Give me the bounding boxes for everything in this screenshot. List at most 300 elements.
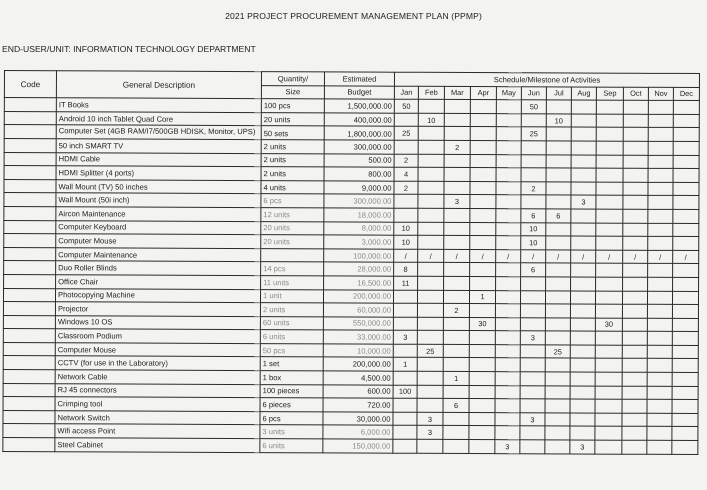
- month-cell-jun: /: [521, 249, 546, 263]
- month-cell-jan: /: [394, 249, 418, 263]
- month-cell-jan: [393, 398, 417, 412]
- month-cell-jan: [393, 317, 417, 331]
- month-cell-jul: [546, 127, 571, 141]
- month-cell-may: [495, 399, 520, 413]
- month-cell-aug: [571, 236, 596, 250]
- code-cell: [4, 206, 56, 220]
- description-cell: Wall Mount (TV) 50 inches: [56, 179, 261, 193]
- month-cell-may: [496, 127, 521, 141]
- month-cell-feb: [417, 290, 443, 304]
- month-cell-sep: [596, 277, 623, 291]
- month-cell-jul: /: [546, 250, 571, 264]
- description-cell: Computer Mouse: [56, 234, 261, 248]
- month-cell-feb: [418, 276, 444, 290]
- month-cell-mar: [444, 100, 470, 114]
- month-cell-mar: 6: [443, 399, 469, 413]
- month-cell-jun: [520, 304, 545, 318]
- month-cell-may: [496, 236, 521, 250]
- month-cell-sep: [595, 427, 622, 441]
- month-cell-mar: 2: [444, 140, 470, 154]
- month-cell-jun: 10: [521, 222, 546, 236]
- month-cell-jul: [545, 304, 570, 318]
- month-cell-dec: [672, 400, 698, 414]
- month-cell-dec: [673, 155, 699, 169]
- budget-cell: 33,000.00: [323, 330, 393, 344]
- quantity-cell: 20 units: [261, 235, 324, 249]
- code-cell: [4, 247, 56, 261]
- month-header-jan: Jan: [394, 86, 418, 100]
- code-cell: [3, 410, 55, 424]
- month-cell-oct: [623, 155, 648, 169]
- month-cell-nov: [647, 345, 672, 359]
- budget-header: Estimated: [324, 72, 394, 86]
- budget-cell: 720.00: [323, 398, 393, 412]
- month-cell-jun: [520, 345, 545, 359]
- description-cell: Computer Set (4GB RAM/I7/500GB HDISK, Monitor, UPS): [56, 125, 261, 139]
- table-body: [3, 98, 700, 454]
- code-header: Code: [4, 71, 56, 98]
- month-cell-aug: [570, 304, 595, 318]
- month-cell-apr: [469, 440, 495, 454]
- month-cell-apr: [469, 385, 495, 399]
- month-cell-sep: [596, 141, 623, 155]
- month-cell-may: [495, 345, 520, 359]
- description-cell: Android 10 inch Tablet Quad Core: [56, 112, 261, 126]
- budget-cell: 100,000.00: [324, 249, 394, 263]
- month-cell-dec: [673, 169, 699, 183]
- month-cell-oct: [623, 223, 648, 237]
- month-cell-apr: [469, 412, 495, 426]
- month-cell-may: [495, 317, 520, 331]
- month-cell-dec: [673, 196, 699, 210]
- month-cell-aug: [570, 358, 595, 372]
- code-cell: [3, 383, 55, 397]
- month-cell-jun: 6: [521, 209, 546, 223]
- month-header-mar: Mar: [444, 86, 470, 100]
- month-cell-sep: [596, 223, 623, 237]
- budget-cell: 18,000.00: [324, 208, 394, 222]
- month-cell-dec: [672, 427, 698, 441]
- month-cell-dec: [673, 182, 699, 196]
- month-cell-feb: [417, 399, 443, 413]
- month-cell-sep: [596, 100, 623, 114]
- code-cell: [3, 424, 55, 438]
- month-cell-apr: [469, 372, 495, 386]
- month-cell-feb: 10: [418, 113, 444, 127]
- month-cell-nov: [648, 168, 673, 182]
- month-cell-jun: [520, 372, 545, 386]
- month-cell-mar: [443, 331, 469, 345]
- month-cell-mar: [444, 236, 470, 250]
- budget-cell: 16,500.00: [324, 276, 394, 290]
- quantity-cell: 6 pcs: [261, 194, 324, 208]
- month-cell-jun: [521, 114, 546, 128]
- month-cell-mar: [444, 168, 470, 182]
- month-cell-jul: [545, 413, 570, 427]
- month-cell-aug: [571, 100, 596, 114]
- month-cell-feb: [418, 127, 444, 141]
- budget-cell: 400,000.00: [324, 113, 394, 127]
- month-cell-may: [496, 195, 521, 209]
- month-cell-apr: [469, 426, 495, 440]
- code-cell: [3, 342, 55, 356]
- month-cell-oct: [622, 440, 647, 454]
- description-cell: Network Cable: [55, 370, 260, 384]
- month-cell-jan: [394, 195, 418, 209]
- code-cell: [4, 111, 56, 125]
- month-cell-apr: [469, 304, 495, 318]
- month-cell-jun: [520, 440, 545, 454]
- month-cell-jul: [545, 399, 570, 413]
- month-cell-sep: [596, 114, 623, 128]
- quantity-cell: 14 pcs: [261, 262, 324, 276]
- month-cell-oct: [622, 318, 647, 332]
- month-cell-oct: [623, 114, 648, 128]
- month-cell-feb: 25: [417, 344, 443, 358]
- month-cell-oct: [623, 100, 648, 114]
- month-cell-nov: [648, 100, 673, 114]
- month-cell-aug: [571, 127, 596, 141]
- month-cell-aug: [570, 331, 595, 345]
- description-header: General Description: [56, 71, 261, 99]
- month-cell-jan: [393, 344, 417, 358]
- month-cell-may: [496, 181, 521, 195]
- month-cell-jan: [393, 439, 417, 453]
- month-cell-aug: 3: [570, 440, 595, 454]
- month-cell-may: [496, 168, 521, 182]
- month-cell-oct: [623, 128, 648, 142]
- month-cell-aug: [570, 426, 595, 440]
- month-cell-dec: [672, 413, 698, 427]
- month-cell-aug: [571, 155, 596, 169]
- code-cell: [4, 220, 56, 234]
- month-cell-oct: [622, 413, 647, 427]
- month-cell-may: [495, 412, 520, 426]
- code-cell: [4, 98, 56, 112]
- month-cell-apr: 30: [469, 317, 495, 331]
- month-cell-jan: [393, 412, 417, 426]
- month-cell-jun: [520, 399, 545, 413]
- description-cell: Photocopying Machine: [55, 288, 260, 302]
- code-cell: [4, 166, 56, 180]
- month-cell-apr: [469, 399, 495, 413]
- month-cell-dec: /: [673, 250, 699, 264]
- month-cell-sep: [596, 209, 623, 223]
- description-cell: Classroom Podium: [55, 329, 260, 343]
- month-cell-jul: [545, 358, 570, 372]
- budget-cell: 300,000.00: [324, 194, 394, 208]
- description-cell: IT Books: [56, 98, 261, 112]
- quantity-cell: 1 set: [260, 357, 323, 371]
- month-cell-jul: [546, 141, 571, 155]
- month-cell-jun: 2: [521, 182, 546, 196]
- month-cell-oct: [622, 291, 647, 305]
- month-cell-nov: [648, 223, 673, 237]
- month-cell-jun: 6: [521, 263, 546, 277]
- description-cell: Wifi access Point: [55, 424, 260, 438]
- month-cell-oct: [622, 427, 647, 441]
- month-cell-aug: [570, 372, 595, 386]
- quantity-cell: 100 pieces: [260, 384, 323, 398]
- month-cell-mar: [444, 222, 470, 236]
- description-cell: 50 inch SMART TV: [56, 139, 261, 153]
- description-cell: CCTV (for use in the Laboratory): [55, 356, 260, 370]
- month-cell-dec: [672, 440, 698, 454]
- month-cell-may: [496, 154, 521, 168]
- month-cell-dec: [673, 114, 699, 128]
- month-cell-sep: [596, 236, 623, 250]
- month-cell-feb: [418, 140, 444, 154]
- month-cell-oct: [622, 372, 647, 386]
- month-cell-oct: [623, 141, 648, 155]
- month-cell-oct: [623, 264, 648, 278]
- month-cell-may: [496, 209, 521, 223]
- code-cell: [3, 329, 55, 343]
- month-cell-dec: [673, 209, 699, 223]
- month-cell-nov: [647, 304, 672, 318]
- budget-cell: 10,000.00: [323, 344, 393, 358]
- month-cell-mar: [444, 181, 470, 195]
- month-cell-jun: [521, 141, 546, 155]
- month-cell-apr: 1: [469, 290, 495, 304]
- month-cell-may: [495, 358, 520, 372]
- month-cell-dec: [672, 291, 698, 305]
- description-cell: Windows 10 OS: [55, 315, 260, 329]
- month-cell-feb: 3: [417, 412, 443, 426]
- month-cell-jan: [393, 426, 417, 440]
- month-cell-jan: 2: [394, 181, 418, 195]
- month-cell-sep: [595, 399, 622, 413]
- budget-cell: 28,000.00: [324, 262, 394, 276]
- month-cell-mar: [443, 290, 469, 304]
- month-cell-feb: [418, 99, 444, 113]
- month-cell-nov: [647, 440, 672, 454]
- month-cell-jul: [546, 168, 571, 182]
- month-cell-mar: [443, 439, 469, 453]
- month-cell-mar: [444, 276, 470, 290]
- month-cell-apr: [470, 168, 496, 182]
- month-cell-dec: [672, 372, 698, 386]
- description-cell: Crimping tool: [55, 397, 260, 411]
- month-cell-mar: [443, 358, 469, 372]
- month-cell-aug: [570, 399, 595, 413]
- month-cell-oct: [623, 236, 648, 250]
- month-cell-mar: [444, 113, 470, 127]
- quantity-cell: 6 units: [260, 439, 323, 453]
- code-cell: [3, 288, 55, 302]
- quantity-cell: 60 units: [260, 316, 323, 330]
- budget-cell: 30,000.00: [323, 412, 393, 426]
- month-header-apr: Apr: [470, 86, 496, 100]
- month-cell-dec: [673, 223, 699, 237]
- month-cell-mar: [444, 208, 470, 222]
- quantity-cell: 6 pcs: [260, 411, 323, 425]
- month-cell-apr: [470, 113, 496, 127]
- month-cell-sep: [595, 345, 622, 359]
- month-cell-dec: [673, 128, 699, 142]
- month-cell-sep: [596, 182, 623, 196]
- month-cell-jul: [546, 263, 571, 277]
- budget-cell: 800.00: [324, 167, 394, 181]
- code-cell: [4, 179, 56, 193]
- month-cell-oct: [622, 304, 647, 318]
- month-cell-sep: [596, 195, 623, 209]
- month-cell-sep: [595, 291, 622, 305]
- month-cell-apr: [470, 195, 496, 209]
- month-cell-nov: [648, 196, 673, 210]
- month-cell-may: [495, 304, 520, 318]
- month-cell-feb: [417, 317, 443, 331]
- month-cell-sep: /: [596, 250, 623, 264]
- budget-cell: 200,000.00: [323, 357, 393, 371]
- month-cell-dec: [672, 345, 698, 359]
- month-cell-apr: /: [470, 249, 496, 263]
- month-cell-dec: [672, 386, 698, 400]
- month-cell-feb: [418, 208, 444, 222]
- month-cell-sep: 30: [595, 318, 622, 332]
- month-cell-jan: 10: [394, 235, 418, 249]
- month-cell-aug: /: [571, 250, 596, 264]
- code-cell: [3, 438, 55, 452]
- month-cell-jul: 10: [546, 114, 571, 128]
- month-cell-jul: [546, 222, 571, 236]
- month-cell-jun: [520, 358, 545, 372]
- month-cell-sep: [595, 372, 622, 386]
- month-cell-jun: 50: [521, 100, 546, 114]
- month-cell-jul: [546, 195, 571, 209]
- month-cell-nov: [648, 209, 673, 223]
- month-cell-nov: [648, 141, 673, 155]
- code-cell: [4, 234, 56, 248]
- month-cell-nov: [648, 114, 673, 128]
- budget-cell: 500.00: [324, 153, 394, 167]
- month-cell-jun: 25: [521, 127, 546, 141]
- budget-cell: 600.00: [323, 385, 393, 399]
- month-cell-oct: /: [623, 250, 648, 264]
- month-cell-oct: [623, 168, 648, 182]
- month-cell-may: [495, 290, 520, 304]
- month-cell-sep: [595, 440, 622, 454]
- month-cell-jun: [520, 385, 545, 399]
- quantity-cell: 100 pcs: [261, 99, 324, 113]
- code-cell: [3, 397, 55, 411]
- description-cell: Network Switch: [55, 411, 260, 425]
- budget-cell: 6,000.00: [323, 425, 393, 439]
- month-cell-feb: [417, 331, 443, 345]
- month-cell-jul: [545, 290, 570, 304]
- month-cell-nov: /: [648, 250, 673, 264]
- month-cell-aug: 3: [571, 195, 596, 209]
- month-cell-may: [496, 100, 521, 114]
- month-cell-jan: [393, 371, 417, 385]
- code-cell: [4, 125, 56, 139]
- month-cell-sep: [595, 413, 622, 427]
- month-cell-jun: [521, 195, 546, 209]
- month-cell-mar: [444, 154, 470, 168]
- month-cell-jul: 6: [546, 209, 571, 223]
- month-cell-apr: [470, 141, 496, 155]
- month-cell-may: [495, 426, 520, 440]
- month-cell-apr: [470, 263, 496, 277]
- month-cell-jun: 3: [520, 413, 545, 427]
- month-cell-jul: [546, 100, 571, 114]
- month-cell-jun: [520, 426, 545, 440]
- quantity-cell: 20 units: [261, 112, 324, 126]
- month-cell-nov: [648, 128, 673, 142]
- budget-cell: 8,000.00: [324, 221, 394, 235]
- month-cell-may: [495, 385, 520, 399]
- month-cell-aug: [570, 386, 595, 400]
- month-cell-may: [496, 263, 521, 277]
- end-user-unit: END-USER/UNIT: INFORMATION TECHNOLOGY DEPARTMENT: [2, 44, 256, 54]
- budget-cell: 4,500.00: [323, 371, 393, 385]
- month-cell-nov: [647, 359, 672, 373]
- month-cell-jan: 25: [394, 127, 418, 141]
- month-cell-may: [496, 222, 521, 236]
- month-cell-feb: 3: [417, 426, 443, 440]
- month-cell-feb: /: [418, 249, 444, 263]
- month-cell-feb: [418, 235, 444, 249]
- month-cell-apr: [469, 344, 495, 358]
- code-cell: [3, 315, 55, 329]
- month-cell-jul: [545, 318, 570, 332]
- code-cell: [4, 138, 56, 152]
- month-cell-apr: [470, 181, 496, 195]
- budget-cell: 300,000.00: [324, 140, 394, 154]
- budget-cell: 550,000.00: [323, 317, 393, 331]
- month-cell-mar: [444, 127, 470, 141]
- month-cell-aug: [571, 141, 596, 155]
- month-cell-mar: [443, 412, 469, 426]
- month-cell-sep: [595, 304, 622, 318]
- quantity-cell: 4 units: [261, 180, 324, 194]
- month-header-aug: Aug: [571, 87, 596, 101]
- month-cell-mar: [443, 317, 469, 331]
- code-cell: [3, 302, 55, 316]
- month-cell-oct: [622, 399, 647, 413]
- budget-header-2: Budget: [324, 85, 394, 99]
- month-cell-feb: [417, 385, 443, 399]
- month-cell-dec: [673, 237, 699, 251]
- month-cell-jan: 2: [394, 154, 418, 168]
- month-cell-jun: [520, 290, 545, 304]
- code-cell: [4, 193, 56, 207]
- month-cell-jan: 10: [394, 222, 418, 236]
- month-cell-oct: [622, 331, 647, 345]
- month-cell-jul: [545, 331, 570, 345]
- month-cell-mar: [443, 344, 469, 358]
- month-cell-nov: [647, 400, 672, 414]
- month-cell-nov: [648, 182, 673, 196]
- description-cell: HDMI Cable: [56, 152, 261, 166]
- budget-cell: 200,000.00: [323, 289, 393, 303]
- month-cell-mar: [443, 385, 469, 399]
- month-cell-may: 3: [495, 440, 520, 454]
- month-cell-oct: [622, 359, 647, 373]
- month-cell-may: [496, 113, 521, 127]
- month-cell-jun: 10: [521, 236, 546, 250]
- description-cell: Computer Mouse: [55, 343, 260, 357]
- month-cell-dec: [672, 332, 698, 346]
- month-header-feb: Feb: [418, 86, 444, 100]
- month-cell-feb: [418, 181, 444, 195]
- month-cell-nov: [647, 427, 672, 441]
- month-cell-dec: [673, 141, 699, 155]
- budget-cell: 3,000.00: [324, 235, 394, 249]
- month-cell-sep: [595, 331, 622, 345]
- budget-cell: 9,000.00: [324, 181, 394, 195]
- code-cell: [4, 152, 56, 166]
